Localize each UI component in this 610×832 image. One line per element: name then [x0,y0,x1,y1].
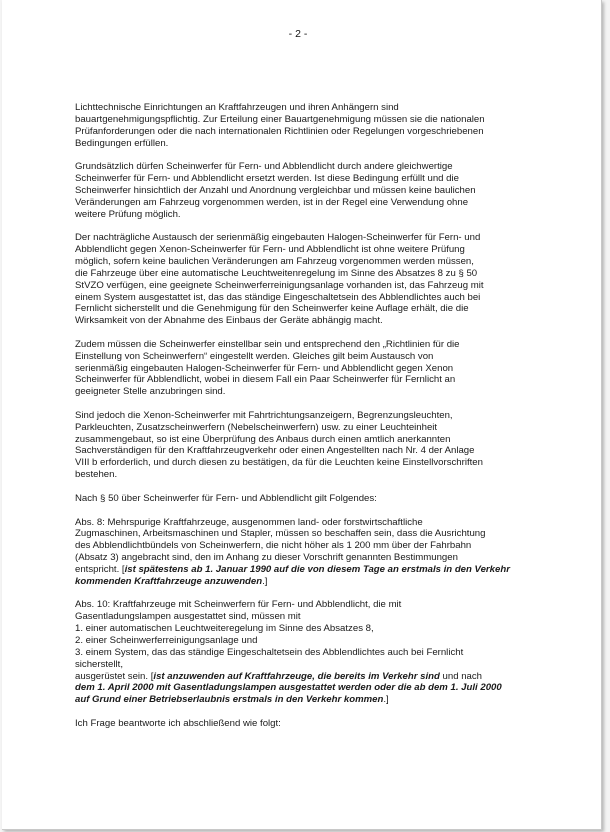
paragraph [75,102,545,149]
text-line: bestehen. [75,469,118,481]
text-line: Abblendlicht gegen Xenon-Scheinwerfer für Fern- und Abblendlicht ist ohne weitere Prüfung [75,244,465,256]
text-segment: entspricht. [ [75,563,125,575]
text-line: Veränderungen am Fahrzeug vorgenommen werden, ist in der Regel eine Verwendung ohne [75,196,469,208]
text-segment: ausgerüstet sein. [ [75,670,154,682]
text-line: Sind jedoch die Xenon-Scheinwerfer mit Fahrtrichtungsanzeigern, Begrenzungsleuchten, [75,409,453,421]
paragraph [75,232,545,327]
paragraph [75,339,545,398]
document-page [2,0,602,830]
text-line: Grundsätzlich dürfen Scheinwerfer für Fern- und Abblendlicht durch andere gleichwertige [75,161,453,173]
text-line: Lichttechnische Einrichtungen an Kraftfahrzeugen und ihren Anhängern sind [75,102,399,113]
text-line: Bedingungen erfüllen. [75,137,169,149]
text-line: Parkleuchten, Zusatzscheinwerfern (Nebelscheinwerfern) usw. zu einer Leuchteinheit [75,421,438,433]
text-line: 1. einer automatischen Leuchtweiteregelung im Sinne des Absatzes 8, [75,623,374,635]
text-line: Sachverständigen für den Kraftfahrzeugverkehr oder einen Angestellten nach Nr. 4 der Anlage [75,445,475,457]
text-line [75,682,545,694]
text-line: Scheinwerfer für Fern- und Abblendlicht ersetzt werden. Ist diese Bedingung erfüllt und die [75,173,459,185]
text-line: Abs. 10: Kraftfahrzeuge mit Scheinwerfern für Fern- und Abblendlicht, die mit [75,599,402,611]
text-line [75,576,545,588]
bold-italic-text: kommenden Kraftfahrzeuge anzuwenden [75,575,263,587]
text-segment: und nach [439,670,483,682]
paragraph [75,493,545,505]
bold-italic-text: auf Grund einer Betriebserlaubnis erstmals in den Verkehr kommen [75,694,384,706]
text-segment: .] [262,575,268,587]
text-line: Prüfanforderungen oder die nach internationalen Richtlinien oder Regelungen vorgeschriebenen [75,125,484,137]
text-line: Fernlicht sicherstellt und die Genehmigung für den Scheinwerfer keine Auflage erhält, die die [75,303,469,315]
text-line: geeigneter Stelle anzubringen sind. [75,386,226,398]
text-line: Zudem müssen die Scheinwerfer einstellbar sein und entsprechend den „Richtlinien für die [75,338,460,350]
text-line: 3. einem System, das das ständige Eingeschaltetsein des Abblendlichtes auch bei Fernlicht [75,646,464,658]
text-segment: .] [383,694,389,706]
text-line: Scheinwerfer hinsichtlich der Anzahl und Anordnung vergleichbar und müssen keine baulichen [75,184,476,196]
text-line: weitere Prüfung möglich. [75,208,181,220]
text-line: Abs. 8: Mehrspurige Kraftfahrzeuge, ausgenommen land- oder forstwirtschaftliche [75,516,423,528]
document-body [75,102,545,742]
text-line: Der nachträgliche Austausch der serienmäßig eingebauten Halogen-Scheinwerfer für Fern- und [75,232,481,244]
text-line: zusammengebaut, so ist eine Überprüfung des Anbaus durch einen amtlich anerkannten [75,433,451,445]
text-line: 2. einer Scheinwerferreinigungsanlage und [75,634,258,646]
paragraph [75,161,545,220]
text-line [75,564,545,576]
text-line [75,694,545,706]
bold-italic-text: ist anzuwenden auf Kraftfahrzeuge, die bereits im Verkehr sind [153,670,440,682]
text-line: Ich Frage beantworte ich abschließend wie folgt: [75,717,281,729]
bold-italic-text: dem 1. April 2000 mit Gasentladungslampen ausgestattet werden oder die ab dem 1. Juli 2000 [75,682,502,694]
text-line: Wirksamkeit von der Abnahme des Einbaus der Geräte abhängig macht. [75,315,383,327]
text-line: StVZO verfügen, eine geeignete Scheinwerferreinigungsanlage vorhanden ist, das Fahrzeug mit [75,279,484,291]
paragraph [75,517,545,588]
paragraph [75,718,545,730]
page-number: - 2 - [288,28,308,40]
text-line: die Fahrzeuge über eine automatische Leuchtweitenregelung im Sinne des Absatzes 8 zu § 50 [75,267,478,279]
text-line: VIII b erforderlich, und durch diesen zu bestätigen, da für die Leuchten keine Einstellvorschriften [75,457,483,469]
paragraph [75,410,545,481]
text-line: sicherstellt, [75,658,123,670]
text-line: Nach § 50 über Scheinwerfer für Fern- und Abblendlicht gilt Folgendes: [75,492,377,504]
paragraph [75,599,545,706]
text-line: Zugmaschinen, Arbeitsmaschinen und Stapler, müssen so beschaffen sein, dass die Ausrichtung [75,528,486,540]
text-line: einem System ausgestattet ist, das das ständige Eingeschaltetsein des Abblendlichtes auch bei [75,291,481,303]
text-line: Einstellung von Scheinwerfern“ eingestellt werden. Gleiches gilt beim Austausch von [75,350,434,362]
text-line: Gasentladungslampen ausgestattet sind, müssen mit [75,611,301,623]
text-line: des Abblendlichtbündels von Scheinwerfern, die nicht höher als 1 200 mm über der Fahrbahn [75,540,472,552]
bold-italic-text: ist spätestens ab 1. Januar 1990 auf die von diesem Tage an erstmals in den Verkehr [124,563,510,575]
text-line: (Absatz 3) angebracht sind, den im Anhang zu dieser Vorschrift genannten Bestimmungen [75,552,458,564]
text-line: Scheinwerfer für Abblendlicht, wobei in diesem Fall ein Paar Scheinwerfer für Fernlicht an [75,374,456,386]
text-line: möglich, sofern keine baulichen Veränderungen am Fahrzeug vorgenommen werden müssen, [75,255,474,267]
text-line: serienmäßig eingebauten Halogen-Scheinwerfer für Fern- und Abblendlicht gegen Xenon [75,362,454,374]
text-line [75,671,545,683]
text-line: bauartgenehmigungspflichtig. Zur Erteilung einer Bauartgenehmigung müssen sie die nationalen [75,113,485,125]
